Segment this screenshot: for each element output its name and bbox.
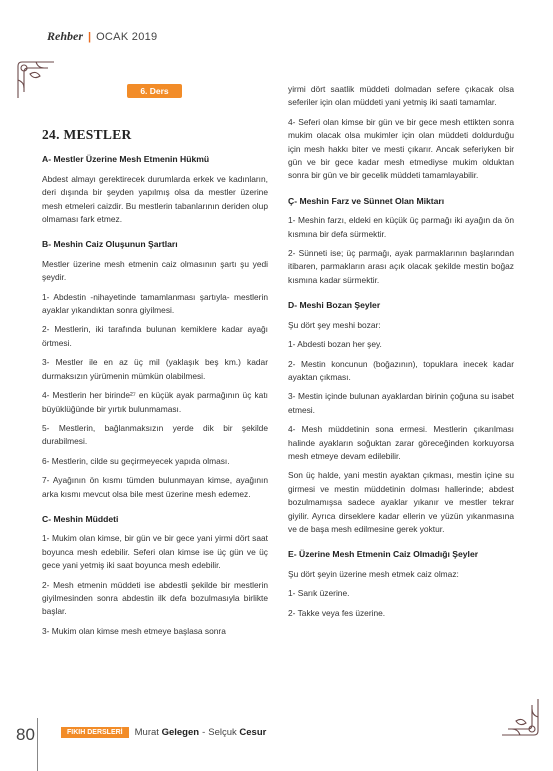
author-separator: - xyxy=(202,727,206,738)
author1-first: Murat xyxy=(134,727,159,738)
section-heading: D- Meshi Bozan Şeyler xyxy=(288,300,381,311)
paragraph: 1- Sarık üzerine. xyxy=(288,588,350,599)
paragraph: yirmi dört saatlik müddeti dolmadan sefere çıkacak olsa seferiler için olan müddeti yani yetmiş iki saati tamamlar. xyxy=(288,84,514,108)
paragraph: Şu dört şeyin üzerine mesh etmek caiz olmaz: xyxy=(288,568,459,579)
paragraph: 2- Mestlerin, iki tarafında bulunan kemiklere kadar ayağı örtmesi. xyxy=(42,324,268,348)
page-header xyxy=(47,29,157,44)
ornament-icon xyxy=(496,693,542,739)
section-tag: FIKIH DERSLERİ xyxy=(61,727,129,738)
ornament-icon xyxy=(14,58,60,104)
paragraph: 4- Mestlerin her birinde²⁷ en küçük ayak parmağının üç katı büyüklüğünde bir yırtık bulunmaması. xyxy=(42,390,268,414)
section-heading: Ç- Meshin Farz ve Sünnet Olan Miktarı xyxy=(288,195,445,206)
paragraph: Abdest almayı gerektirecek durumlarda erkek ve kadınların, deri dışında bir şeyden yapılmış olsa da mestler üzerine mesh etmeleri caizdir. Bu mestlerin tabanlarının deriden olup olmaması fark etmez. xyxy=(42,173,268,225)
paragraph: 4- Mesh müddetinin sona ermesi. Mestlerin çıkarılması halinde ayakların soğuktan zarar göreceğinden korkuyorsa mesh etmeye devam edilebilir. xyxy=(288,424,514,461)
section-heading: A- Mestler Üzerine Mesh Etmenin Hükmü xyxy=(42,154,210,165)
article-title: 24. MESTLER xyxy=(42,127,132,142)
paragraph: 6- Mestlerin, cilde su geçirmeyecek yapıda olması. xyxy=(42,455,230,466)
right-column xyxy=(288,83,514,626)
section-heading: B- Meshin Caiz Oluşunun Şartları xyxy=(42,239,178,250)
paragraph: 2- Sünneti ise; üç parmağı, ayak parmaklarının başlarından itibaren, parmakların arası açık olacak şekilde mestin boğaz kısmına kadar sürmektir. xyxy=(288,248,514,285)
author2-last: Cesur xyxy=(239,727,267,738)
header-separator: | xyxy=(88,30,92,43)
paragraph: Şu dört şey meshi bozar: xyxy=(288,319,381,330)
paragraph: 3- Mukim olan kimse mesh etmeye başlasa sonra xyxy=(42,625,226,636)
right-column-content xyxy=(288,83,514,620)
author2-first: Selçuk xyxy=(208,727,237,738)
paragraph: Son üç halde, yani mestin ayaktan çıkması, mestin içine su girmesi ve mestin müddetinin dolması hallerinde; abdest bozulmamışsa sadece ayaklar yıkanır ve mestler tekrar giyilir. Ayrıca dirseklere kadar ellerin ve yüzün yıkanmasına ve de başa mesh edilmesine gerek yoktur. xyxy=(288,470,514,534)
section-heading: C- Meshin Müddeti xyxy=(42,513,119,524)
section-heading: E- Üzerine Mesh Etmenin Caiz Olmadığı Şeyler xyxy=(288,549,479,560)
left-column xyxy=(42,128,268,644)
left-column-content xyxy=(42,153,268,638)
page-footer xyxy=(61,727,266,738)
lesson-badge: 6. Ders xyxy=(127,84,182,98)
magazine-brand: Rehber xyxy=(47,29,83,43)
paragraph: 1- Meshin farzı, eldeki en küçük üç parmağı iki ayağın da ön kısmına bir defa sürmektir. xyxy=(288,215,514,239)
paragraph: 3- Mestin içinde bulunan ayaklardan birinin çoğuna su isabet etmesi. xyxy=(288,391,514,415)
paragraph: 2- Mesh etmenin müddeti ise abdestli şekilde bir mestlerin giyilmesinden sonra abdestin ilk defa bozulmasıyla birlikte başlar. xyxy=(42,579,268,617)
paragraph: Mestler üzerine mesh etmenin caiz olmasının şartı şu yedi şeydir. xyxy=(42,258,268,283)
author1-last: Gelegen xyxy=(161,727,200,738)
paragraph: 1- Abdestin -nihayetinde tamamlanması şartıyla- mestlerin ayaklar yıkandıktan sonra giyilmesi. xyxy=(42,291,268,316)
paragraph: 5- Mestlerin, bağlanmaksızın yerde dik bir şekilde durabilmesi. xyxy=(42,422,268,447)
footer-divider xyxy=(37,718,38,771)
paragraph: 4- Seferi olan kimse bir gün ve bir gece mesh ettikten sonra mukim olacak olsa mukimler için olan müddeti doldurduğu için mesh hakkı biter ve mesti çıkarır. Ancak seferiyken bir gün ve bir gece kadar mesh etmediyse mukim olduktan sonra bir gün ve bir gecelik müddeti tamamlayabilir. xyxy=(288,116,514,181)
paragraph: 2- Takke veya fes üzerine. xyxy=(288,607,386,618)
issue-date: OCAK 2019 xyxy=(96,30,158,43)
paragraph: 7- Ayağının ön kısmı tümden bulunmayan kimse, ayağının arka kısmı mevcut olsa bile mest üzerine mesh edemez. xyxy=(42,475,268,499)
paragraph: 1- Abdesti bozan her şey. xyxy=(288,339,382,350)
paragraph: 2- Mestin koncunun (boğazının), topuklara inecek kadar ayaktan çıkması. xyxy=(288,358,514,382)
paragraph: 3- Mestler ile en az üç mil (yaklaşık beş km.) kadar durmaksızın yürümenin mümkün olabilmesi. xyxy=(42,357,268,381)
paragraph: 1- Mukim olan kimse, bir gün ve bir gece yani yirmi dört saat boyunca mesh edebilir. Seferi olan kimse ise üç gün ve üç gece yani yetmiş iki saat boyunca mesh edebilir. xyxy=(42,533,268,571)
page-number: 80 xyxy=(16,725,35,744)
